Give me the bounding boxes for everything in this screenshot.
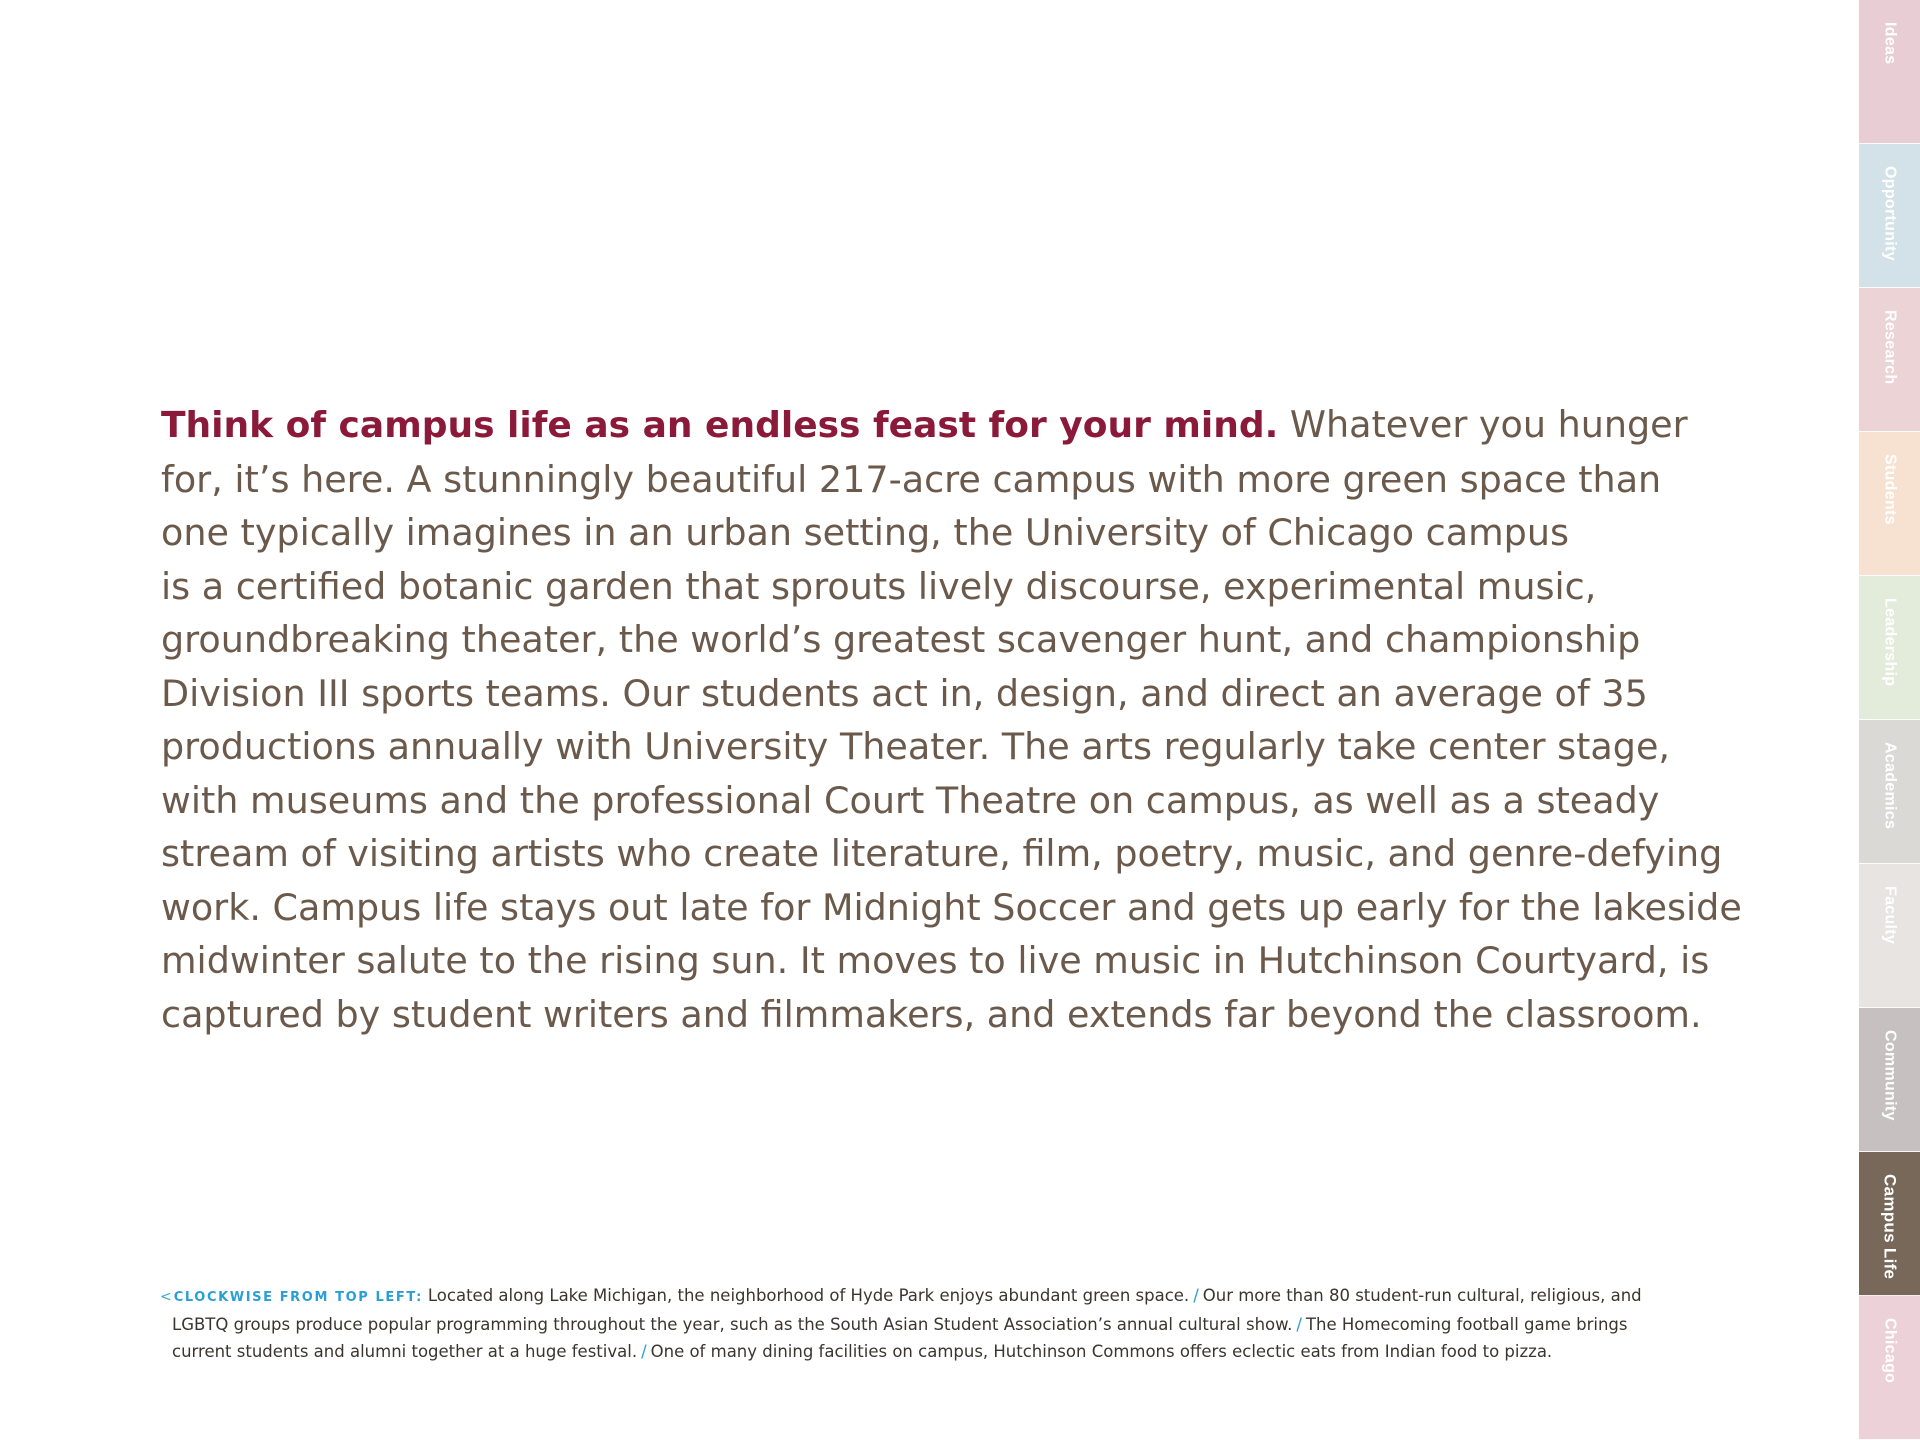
tab-faculty[interactable]: [1859, 864, 1920, 1008]
caption-text: LGBTQ groups produce popular programming throughout the year, such as the South Asian Student Association’s annual cultural show.: [172, 1315, 1293, 1334]
tab-label: Campus Life: [1880, 1174, 1900, 1280]
tab-label: Research: [1881, 310, 1899, 385]
tab-label: Ideas: [1881, 22, 1899, 65]
photo-caption: [160, 1282, 1720, 1365]
body-line-12: captured by student writers and filmmakers, and extends far beyond the classroom.: [161, 992, 1702, 1036]
caption-separator: /: [1296, 1315, 1302, 1334]
tab-label: Faculty: [1881, 886, 1899, 945]
body-line-3: one typically imagines in an urban setting, the University of Chicago campus: [161, 511, 1569, 554]
tab-label: Community: [1881, 1030, 1899, 1121]
lead-sentence: Think of campus life as an endless feast for your mind.: [161, 405, 1279, 446]
body-line-6: Division III sports teams. Our students act in, design, and direct an average of 35: [161, 671, 1648, 715]
tab-label: Chicago: [1881, 1318, 1899, 1384]
tab-chicago[interactable]: [1859, 1296, 1920, 1440]
caption-line-1: [160, 1282, 1720, 1311]
tab-academics[interactable]: [1859, 720, 1920, 864]
caption-label: CLOCKWISE FROM TOP LEFT:: [173, 1290, 423, 1305]
tab-ideas[interactable]: [1859, 0, 1920, 144]
tab-campus-life[interactable]: [1859, 1152, 1920, 1296]
caption-separator: /: [641, 1342, 647, 1361]
tab-leadership[interactable]: [1859, 576, 1920, 720]
tab-label: Leadership: [1881, 598, 1899, 687]
tab-label: Academics: [1881, 742, 1899, 830]
body-line-4: is a certified botanic garden that sprouts lively discourse, experimental music,: [161, 564, 1597, 608]
body-line-10: work. Campus life stays out late for Midnight Soccer and gets up early for the lakeside: [161, 885, 1742, 929]
tab-research[interactable]: [1859, 288, 1920, 432]
caption-line-2: [160, 1311, 1720, 1338]
body-line-1: [161, 398, 1761, 453]
tab-community[interactable]: [1859, 1008, 1920, 1152]
caption-text: current students and alumni together at a huge festival.: [172, 1342, 638, 1361]
caption-text: Our more than 80 student-run cultural, religious, and: [1202, 1286, 1642, 1305]
body-line-11: midwinter salute to the rising sun. It moves to live music in Hutchinson Courtyard, is: [161, 939, 1710, 982]
caption-text: The Homecoming football game brings: [1305, 1315, 1628, 1334]
body-line-7: productions annually with University Theater. The arts regularly take center stage,: [161, 725, 1671, 768]
tab-label: Opportunity: [1881, 166, 1899, 261]
caption-text: Located along Lake Michigan, the neighborhood of Hyde Park enjoys abundant green space.: [427, 1286, 1190, 1305]
body-line-2: for, it’s here. A stunningly beautiful 217-acre campus with more green space than: [161, 457, 1662, 501]
body-line-8: with museums and the professional Court Theatre on campus, as well as a steady: [161, 778, 1660, 822]
body-line-5: groundbreaking theater, the world’s greatest scavenger hunt, and championship: [161, 618, 1641, 661]
tab-opportunity[interactable]: [1859, 144, 1920, 288]
caption-separator: /: [1193, 1286, 1199, 1305]
body-paragraph: [161, 398, 1761, 1041]
caption-line-3: [160, 1338, 1720, 1365]
caption-arrow-icon: <: [160, 1289, 172, 1305]
tab-students[interactable]: [1859, 432, 1920, 576]
body-text-segment: Whatever you hunger: [1278, 403, 1688, 446]
tab-label: Students: [1881, 454, 1899, 525]
body-line-9: stream of visiting artists who create literature, film, poetry, music, and genre-defying: [161, 832, 1723, 875]
caption-text: One of many dining facilities on campus, Hutchinson Commons offers eclectic eats from Indian food to pizza.: [650, 1342, 1553, 1361]
section-tabs: [1859, 0, 1920, 1440]
